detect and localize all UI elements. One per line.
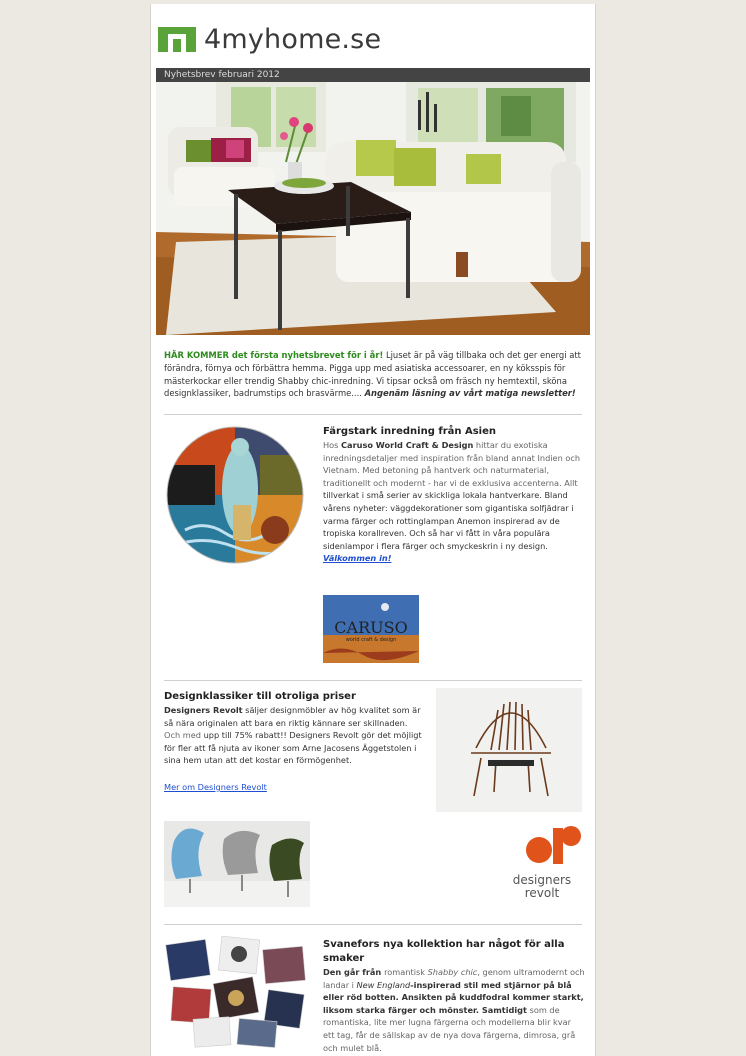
revolt-logo-word1: designers [512,873,572,887]
divider [164,924,582,925]
newsletter-date: Nyhetsbrev februari 2012 [164,70,280,80]
asian-art-plate-image [165,425,305,565]
designers-revolt-link[interactable]: Mer om Designers Revolt [164,781,267,792]
intro-paragraph [164,349,582,400]
section2-brand: Designers Revolt [164,705,243,715]
section2-body: Designers Revolt säljer designmöbler av hög kvalitet som är så nära originalen att bara en riktig kännare ser skillnaden. Och med upp till 75% rabatt!! Designers Revolt gör det möjligt för fler att få njuta av ikoner som Arne Jacosens Äggetstolen i sina hem utan att det kostar en förmögenhet. [164,705,422,766]
hero-living-room-image [156,82,590,335]
brand-name: 4myhome.se [204,23,382,55]
intro-body: Ljuset är på väg tillbaka och det ger energi att förändra, förnya och förbättra hemma. Pigga upp med asiatiska accessoarer, en ny köksspis för mästerkockar eller trendig Shabby chic-inredning. Vi tipsar också om fräsch ny hemtextil, sköna designklassiker, badrumstips och brasvärme.... [164,350,581,399]
designers-revolt-logo[interactable] [501,824,583,900]
revolt-mark-icon [501,824,583,870]
peacock-chair-image [436,688,582,812]
section2-title: Designklassiker till otroliga priser [164,691,356,702]
section1-title: Färgstark inredning från Asien [323,426,497,437]
caruso-logo-sub: world craft & design [345,637,397,643]
revolt-logo-word2: revolt [524,886,560,900]
section1-welcome-link[interactable]: Välkommen in! [323,553,392,564]
section-design-classics [164,690,426,794]
section-asian-design [323,425,585,565]
caruso-logo-image[interactable] [323,595,419,663]
header-bar [156,68,590,82]
egg-chairs-image [164,821,310,907]
section3-title: Svanefors nya kollektion har något för alla smaker [323,939,565,964]
intro-lead: HÄR KOMMER det första nyhetsbrevet för i år! [164,350,384,360]
caruso-logo-text: CARUSO [334,618,408,637]
section-svanefors [323,938,585,1054]
section3-body: Den går från romantisk Shabby chic, genom ultramodernt och landar i New England-inspirerad stil med stjärnor på blå eller röd botten. Ansikten på kuddfodral kommer starkt, liksom starka färger och mönster. Samtidigt som de romantiska, lite mer lugna färgerna och modellerna blir kvar ett tag, får de sällskap av de nya dova färgerna, dimrosa, grå och mulet blå. [323,967,585,1053]
brand-logo[interactable] [158,24,381,54]
divider [164,680,582,681]
cushion-collection-image [164,936,310,1048]
newsletter-page [150,4,596,1056]
section1-body: Hos Caruso World Craft & Design hittar du exotiska inredningsdetaljer med inspiration från bland annat Indien och Vietnam. Med betoning på hantverk och naturmaterial, traditionellt och modernt - har vi de exklusiva accenterna. Allt tillverkat i små serier av skickliga lokala hantverkare. Bland vårens nyheter: väggdekorationer som gigantiska solfjädrar i varma färger och rottinglampan Anemon inspirerad av de tropiska korallreven. Och så har vi fått in våra populära sidenlampor i flera färger och smyckeskrin i ny design. Välkommen in! [323,440,581,564]
intro-closing: Angenäm läsning av vårt matiga newsletter! [364,388,576,399]
divider [164,414,582,415]
house-logo-icon [158,27,196,52]
section1-brand: Caruso World Craft & Design [341,440,474,450]
